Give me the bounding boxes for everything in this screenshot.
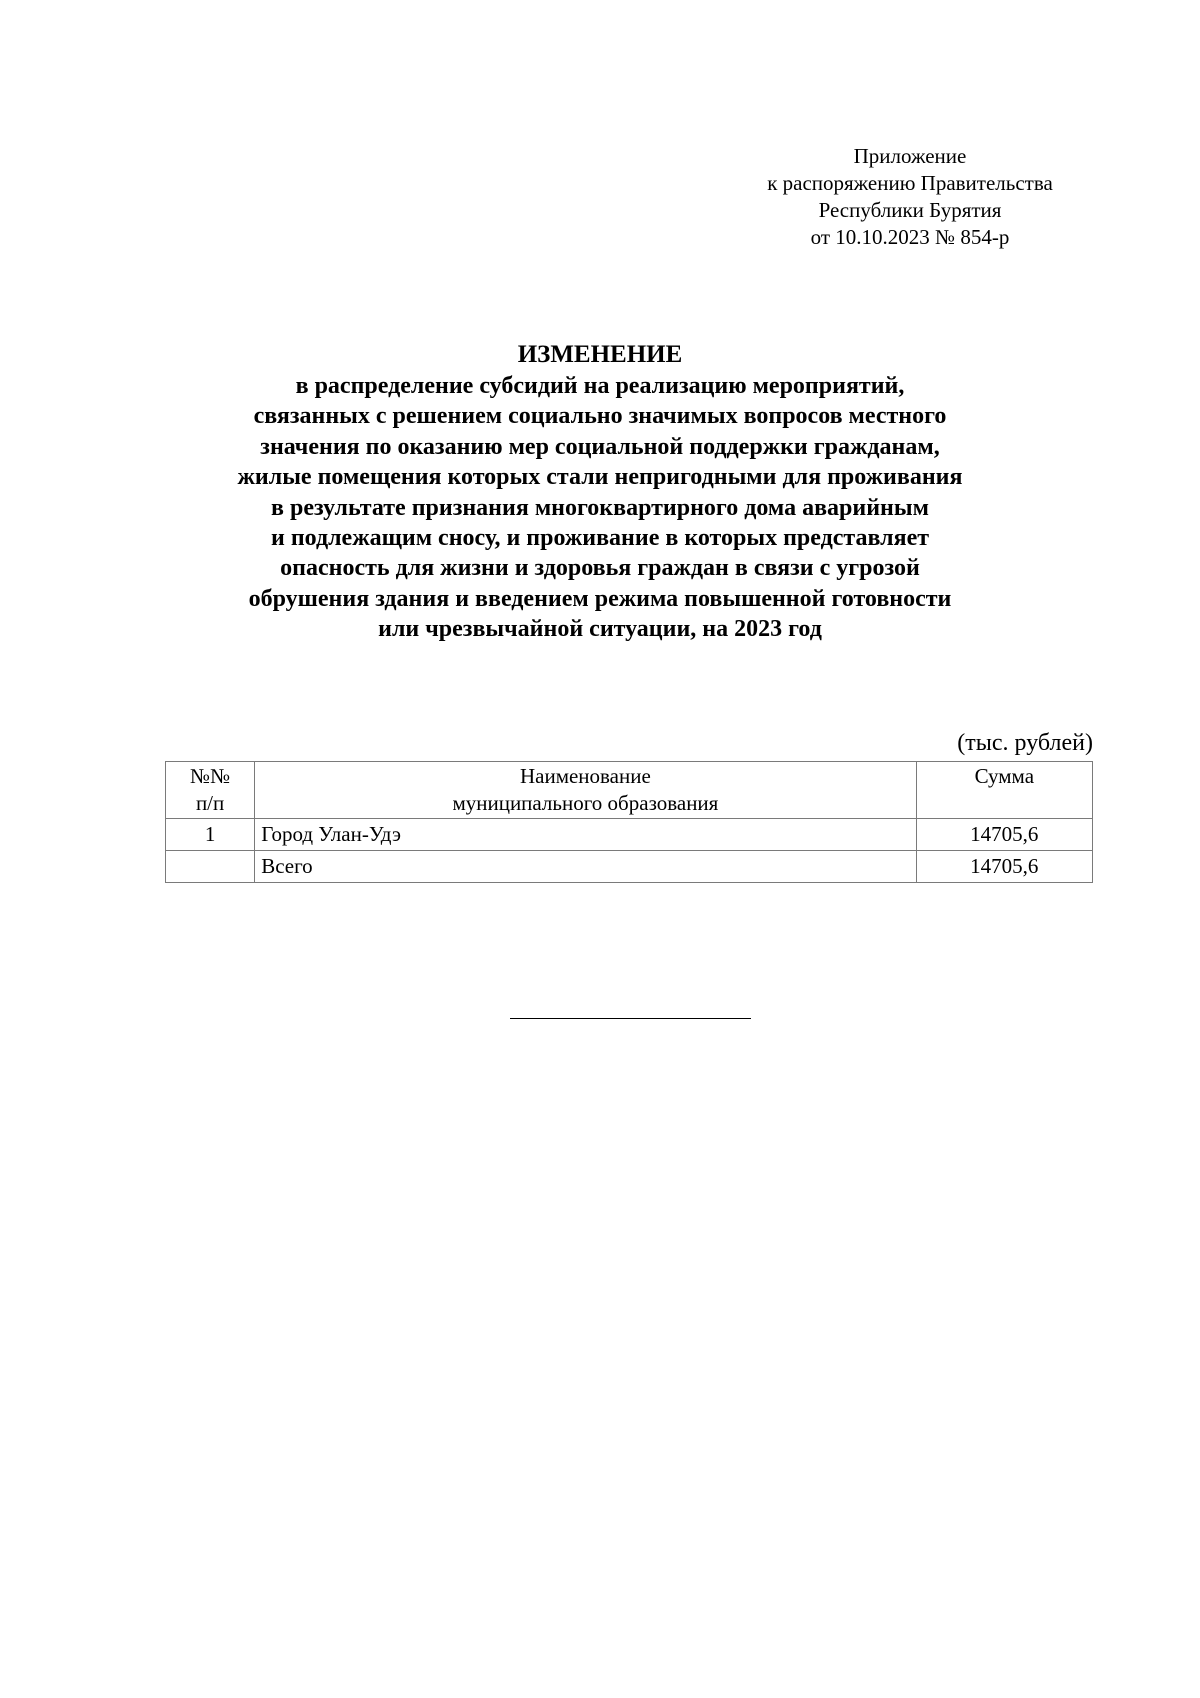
appendix-header bbox=[700, 143, 1120, 251]
document-subtitle-line: значения по оказанию мер социальной поддержки гражданам, bbox=[260, 433, 940, 460]
appendix-line: Приложение bbox=[853, 144, 967, 168]
row-sum: 14705,6 bbox=[916, 819, 1092, 851]
appendix-line: от 10.10.2023 № 854-р bbox=[810, 225, 1010, 249]
units-label: (тыс. рублей) bbox=[957, 730, 1093, 756]
row-number: 1 bbox=[166, 819, 255, 851]
header-sum bbox=[916, 762, 1092, 819]
header-sum-line: Сумма bbox=[974, 764, 1035, 788]
row-municipality: Город Улан-Удэ bbox=[255, 819, 916, 851]
document-title-block bbox=[130, 338, 1070, 645]
document-title: ИЗМЕНЕНИЕ bbox=[517, 341, 683, 368]
document-subtitle-line: обрушения здания и введением режима повышенной готовности bbox=[248, 585, 952, 612]
header-number-line: п/п bbox=[195, 791, 225, 815]
document-subtitle-line: связанных с решением социально значимых вопросов местного bbox=[253, 403, 947, 430]
row-municipality: Всего bbox=[255, 851, 916, 883]
row-sum: 14705,6 bbox=[916, 851, 1092, 883]
document-subtitle-line: в результате признания многоквартирного дома аварийным bbox=[271, 494, 929, 521]
header-municipality-line: Наименование bbox=[519, 764, 651, 788]
header-municipality bbox=[255, 762, 916, 819]
header-municipality-line: муниципального образования bbox=[452, 791, 719, 815]
table-header-row bbox=[166, 762, 1093, 819]
end-divider bbox=[510, 1018, 751, 1019]
appendix-line: Республики Бурятия bbox=[818, 198, 1002, 222]
document-subtitle-line: в распределение субсидий на реализацию мероприятий, bbox=[295, 373, 905, 399]
table-total-row bbox=[166, 851, 1093, 883]
document-subtitle-line: или чрезвычайной ситуации, на 2023 год bbox=[378, 616, 822, 643]
appendix-line: к распоряжению Правительства bbox=[767, 171, 1053, 195]
distribution-table bbox=[165, 761, 1093, 883]
document-subtitle-line: жилые помещения которых стали непригодными для проживания bbox=[237, 464, 963, 491]
row-number bbox=[166, 851, 255, 883]
table-row bbox=[166, 819, 1093, 851]
header-number-line: №№ bbox=[190, 764, 231, 788]
document-subtitle-line: и подлежащим сносу, и проживание в которых представляет bbox=[270, 525, 930, 552]
document-subtitle-line: опасность для жизни и здоровья граждан в связи с угрозой bbox=[280, 555, 920, 582]
header-number bbox=[166, 762, 255, 819]
